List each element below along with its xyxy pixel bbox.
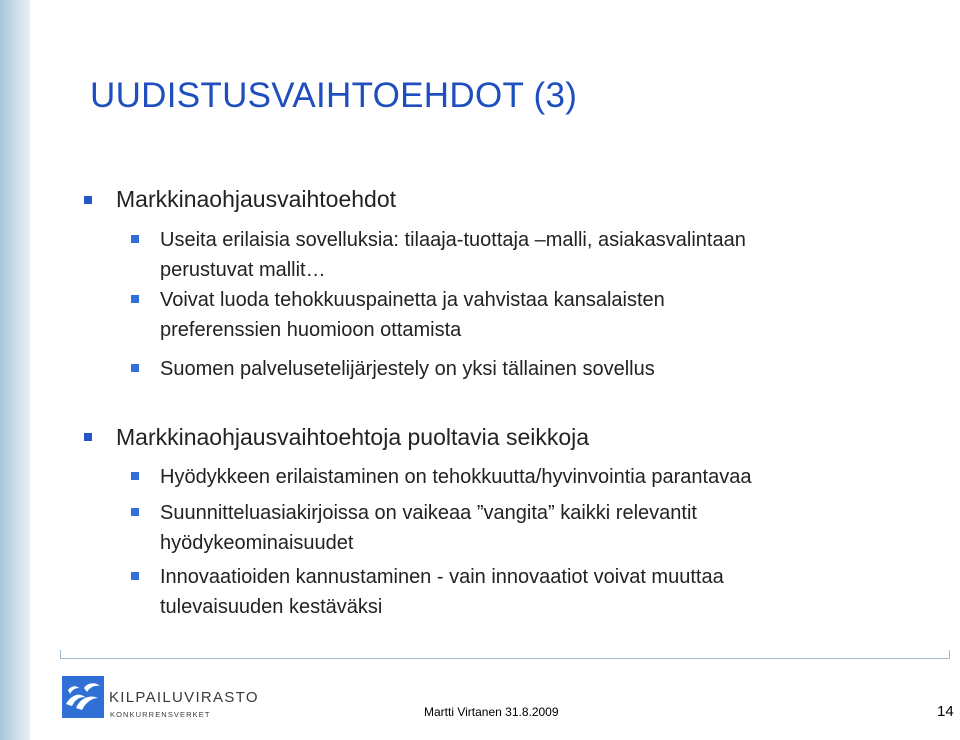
sub-bullet-line: Voivat luoda tehokkuuspainetta ja vahvistaa kansalaisten [160, 289, 665, 311]
sub-bullet-square-icon [131, 364, 139, 372]
left-decorative-band [0, 0, 30, 740]
footer-author-date: Martti Virtanen 31.8.2009 [424, 705, 559, 719]
sub-bullet-square-icon [131, 508, 139, 516]
sub-bullet-line: perustuvat mallit… [160, 259, 326, 281]
sub-bullet-line: preferenssien huomioon ottamista [160, 319, 462, 341]
footer-divider [60, 658, 950, 659]
sub-bullet-square-icon [131, 472, 139, 480]
page-number: 14 [937, 703, 954, 720]
bullet-square-icon [84, 196, 92, 204]
sub-bullet-square-icon [131, 572, 139, 580]
sub-bullet-line: Innovaatioiden kannustaminen - vain innovaatiot voivat muuttaa [160, 566, 724, 588]
slide-title: UUDISTUSVAIHTOEHDOT (3) [90, 76, 578, 115]
sub-bullet-line: Useita erilaisia sovelluksia: tilaaja-tuottaja –malli, asiakasvalintaan [160, 229, 746, 251]
footer-tick [949, 650, 950, 659]
sub-bullet-square-icon [131, 235, 139, 243]
bullet-square-icon [84, 433, 92, 441]
footer-tick [60, 650, 61, 659]
sub-bullet-line: hyödykeominaisuudet [160, 532, 354, 554]
logo-subtitle: KONKURRENSVERKET [110, 710, 211, 719]
section-heading: Markkinaohjausvaihtoehtoja puoltavia seikkoja [116, 424, 590, 450]
sub-bullet-line: Hyödykkeen erilaistaminen on tehokkuutta/hyvinvointia parantavaa [160, 466, 752, 488]
sub-bullet-line: Suomen palvelusetelijärjestely on yksi tällainen sovellus [160, 358, 655, 380]
sub-bullet-line: tulevaisuuden kestäväksi [160, 596, 383, 618]
sub-bullet-square-icon [131, 295, 139, 303]
section-heading: Markkinaohjausvaihtoehdot [116, 186, 397, 212]
sub-bullet-line: Suunnitteluasiakirjoissa on vaikeaa ”vangita” kaikki relevantit [160, 502, 697, 524]
logo-name: KILPAILUVIRASTO [109, 689, 259, 706]
